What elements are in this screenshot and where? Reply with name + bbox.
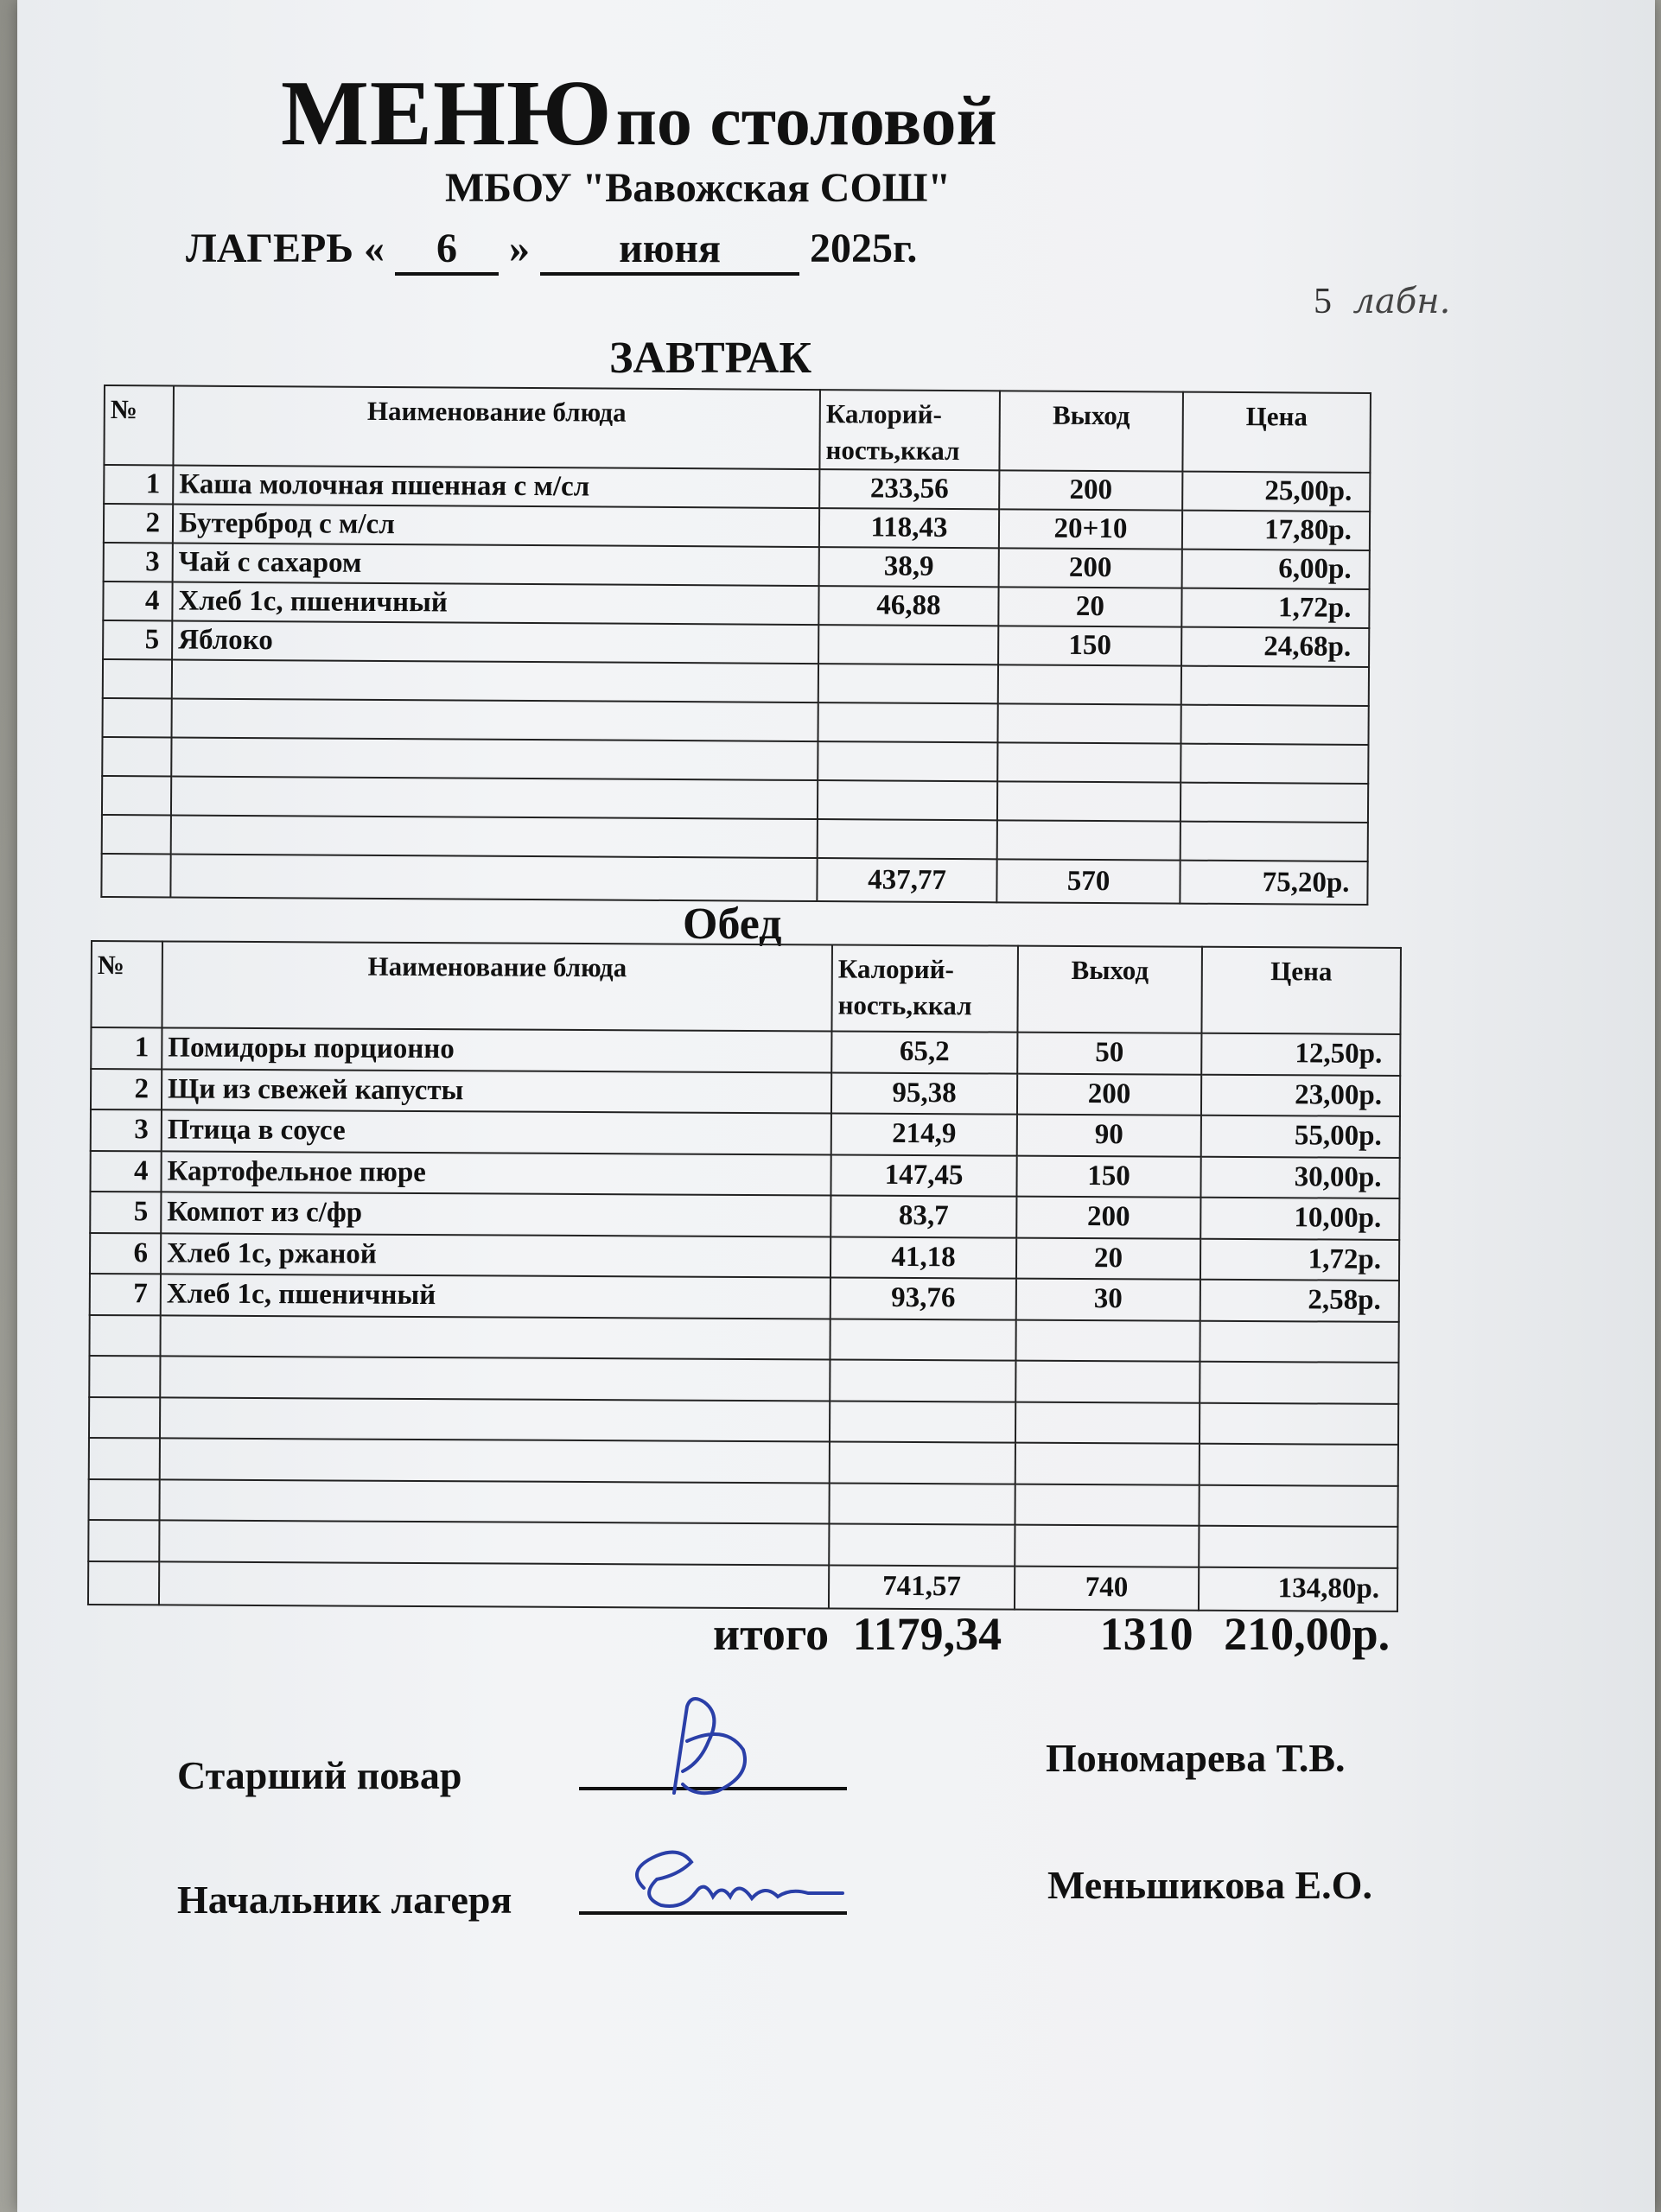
dish-calories	[818, 625, 998, 664]
dish-name: Помидоры порционно	[162, 1027, 831, 1072]
row-number: 4	[90, 1151, 161, 1192]
dish-yield: 200	[999, 548, 1182, 588]
empty-cell	[172, 698, 818, 741]
empty-cell	[102, 815, 171, 854]
empty-cell	[1200, 1402, 1398, 1445]
page-title	[281, 60, 1128, 168]
hand-number: 5	[1314, 282, 1332, 321]
empty-cell	[997, 781, 1181, 821]
total-calories: 437,77	[817, 858, 996, 902]
empty-cell	[160, 1356, 830, 1401]
date-line	[186, 225, 917, 276]
empty-cell	[88, 1478, 159, 1520]
empty-cell	[1181, 705, 1368, 745]
empty-cell	[159, 1520, 829, 1565]
dish-name: Щи из свежей капусты	[162, 1069, 831, 1114]
signature-chef-scribble	[622, 1689, 795, 1802]
empty-cell	[997, 703, 1181, 743]
total-yield: 740	[1015, 1566, 1199, 1610]
dish-calories: 147,45	[830, 1154, 1016, 1197]
dish-calories: 65,2	[831, 1031, 1017, 1073]
empty-row	[89, 1396, 1398, 1444]
empty-cell	[89, 1438, 160, 1479]
row-number: 2	[91, 1069, 162, 1110]
empty-cell	[102, 737, 171, 776]
dish-calories: 233,56	[819, 469, 999, 509]
grand-total-label: итого	[713, 1608, 830, 1660]
empty-cell	[997, 820, 1181, 860]
camp-label: ЛАГЕРЬ «	[186, 226, 385, 271]
empty-cell	[998, 664, 1181, 704]
dish-calories: 41,18	[830, 1236, 1016, 1279]
dish-calories: 93,76	[830, 1277, 1016, 1319]
hand-note-text: лабн.	[1352, 282, 1451, 321]
row-number: 3	[104, 543, 173, 582]
total-row	[101, 854, 1367, 905]
empty-cell	[171, 815, 818, 858]
dish-price: 1,72р.	[1200, 1238, 1399, 1281]
empty-cell	[818, 702, 997, 742]
dish-yield: 150	[998, 626, 1181, 665]
dish-calories: 46,88	[818, 586, 998, 626]
empty-cell	[103, 659, 172, 698]
school-name: МБОУ "Вавожская СОШ"	[445, 165, 951, 211]
dish-yield: 50	[1017, 1033, 1201, 1075]
handwritten-note	[1314, 281, 1450, 322]
empty-cell	[1015, 1402, 1200, 1444]
col-dish-name: Наименование блюда	[162, 941, 832, 1031]
dish-calories: 95,38	[831, 1072, 1017, 1115]
table-row	[90, 1233, 1399, 1281]
col-calories: Калорий-ность,ккал	[819, 390, 1000, 470]
empty-cell	[818, 664, 998, 703]
grand-total-price: 210,00р.	[1224, 1608, 1391, 1660]
dish-name: Хлеб 1с, ржаной	[161, 1233, 830, 1278]
grand-total	[713, 1607, 1390, 1661]
dish-yield: 20	[1016, 1237, 1200, 1280]
row-number: 1	[104, 465, 173, 504]
empty-cell	[830, 1319, 1015, 1361]
empty-cell	[1200, 1320, 1398, 1363]
dish-price: 6,00р.	[1182, 550, 1370, 589]
dish-name: Картофельное пюре	[161, 1151, 830, 1196]
empty-cell	[1199, 1526, 1397, 1568]
dish-yield: 200	[1017, 1073, 1201, 1116]
total-number-cell	[101, 854, 170, 897]
dish-yield: 20	[998, 587, 1181, 626]
table-row	[90, 1151, 1399, 1198]
title-main: МЕНЮ	[281, 62, 613, 165]
empty-cell	[160, 1438, 830, 1483]
col-price: Цена	[1182, 392, 1371, 473]
empty-cell	[89, 1356, 160, 1397]
date-year: 2025г.	[810, 226, 918, 271]
empty-row	[88, 1478, 1397, 1526]
total-calories: 741,57	[829, 1565, 1015, 1609]
empty-row	[89, 1438, 1398, 1485]
lunch-table	[87, 940, 1402, 1611]
empty-cell	[89, 1314, 160, 1356]
table-row	[90, 1274, 1399, 1321]
date-day: 6	[395, 225, 499, 276]
dish-calories: 214,9	[831, 1113, 1017, 1155]
empty-cell	[818, 819, 997, 859]
total-name-cell	[159, 1561, 829, 1608]
total-number-cell	[88, 1560, 159, 1604]
empty-cell	[171, 776, 818, 819]
empty-cell	[997, 742, 1181, 782]
lunch-title: Обед	[683, 899, 782, 949]
grand-total-kcal: 1179,34	[852, 1608, 1002, 1660]
breakfast-table	[100, 385, 1371, 906]
dish-price: 55,00р.	[1201, 1116, 1400, 1158]
dish-price: 2,58р.	[1200, 1280, 1399, 1322]
dish-yield: 20+10	[999, 509, 1182, 549]
col-number: №	[104, 385, 174, 465]
title-sub: по столовой	[615, 81, 997, 160]
total-row	[88, 1560, 1397, 1611]
empty-cell	[1015, 1443, 1200, 1485]
col-yield: Выход	[1017, 946, 1202, 1033]
empty-cell	[160, 1315, 830, 1360]
empty-cell	[818, 780, 997, 820]
dish-price: 24,68р.	[1181, 627, 1369, 667]
row-number: 3	[91, 1109, 162, 1151]
table-row	[91, 1109, 1400, 1157]
empty-cell	[103, 698, 172, 737]
grand-total-yield: 1310	[1099, 1608, 1193, 1660]
empty-cell	[1015, 1319, 1200, 1362]
total-price: 75,20р.	[1180, 861, 1367, 905]
empty-row	[89, 1314, 1398, 1362]
date-quote: »	[509, 226, 531, 271]
col-calories: Калорий-ность,ккал	[831, 944, 1018, 1032]
dish-price: 17,80р.	[1182, 511, 1370, 550]
row-number: 5	[90, 1192, 161, 1233]
empty-cell	[171, 737, 818, 780]
empty-cell	[89, 1396, 160, 1438]
dish-name: Каша молочная пшенная с м/сл	[173, 465, 819, 508]
dish-name: Чай с сахаром	[173, 543, 819, 586]
empty-row	[89, 1356, 1398, 1403]
row-number: 7	[90, 1274, 161, 1315]
total-yield: 570	[996, 859, 1180, 903]
empty-cell	[829, 1483, 1015, 1525]
breakfast-title: ЗАВТРАК	[609, 334, 812, 383]
empty-cell	[1181, 666, 1369, 706]
empty-cell	[1015, 1361, 1200, 1403]
empty-cell	[830, 1359, 1015, 1402]
empty-cell	[160, 1397, 830, 1442]
dish-price: 1,72р.	[1181, 588, 1369, 628]
dish-price: 30,00р.	[1200, 1156, 1399, 1198]
empty-cell	[829, 1523, 1015, 1566]
total-name-cell	[170, 854, 817, 901]
table-row	[91, 1069, 1400, 1116]
empty-cell	[1015, 1484, 1199, 1526]
row-number: 2	[104, 504, 173, 543]
empty-cell	[1181, 783, 1368, 823]
dish-name: Бутерброд с м/сл	[173, 504, 819, 547]
dish-name: Хлеб 1с, пшеничный	[161, 1274, 830, 1319]
empty-cell	[102, 776, 171, 815]
total-price: 134,80р.	[1199, 1567, 1397, 1611]
signature-role-chef: Старший повар	[177, 1753, 462, 1797]
dish-price: 23,00р.	[1201, 1074, 1400, 1116]
empty-cell	[172, 659, 818, 702]
dish-name: Компот из с/фр	[161, 1192, 830, 1236]
row-number: 5	[103, 620, 172, 659]
empty-cell	[1200, 1362, 1398, 1404]
col-number: №	[91, 941, 162, 1027]
empty-cell	[818, 741, 997, 781]
signature-name-chef: Пономарева Т.В.	[1046, 1736, 1346, 1780]
dish-name: Яблоко	[172, 620, 818, 664]
empty-cell	[1181, 822, 1368, 861]
dish-yield: 200	[999, 470, 1182, 510]
empty-cell	[88, 1520, 159, 1561]
dish-yield: 200	[1016, 1197, 1200, 1239]
signature-role-camp-head: Начальник лагеря	[177, 1878, 512, 1922]
table-row	[91, 1027, 1400, 1075]
dish-price: 12,50р.	[1201, 1033, 1400, 1076]
signature-camp-head-scribble	[609, 1836, 851, 1923]
table-header-row	[104, 385, 1371, 473]
dish-calories: 38,9	[819, 547, 999, 587]
signature-name-camp-head: Меньшикова Е.О.	[1047, 1863, 1372, 1907]
empty-cell	[1181, 744, 1368, 784]
row-number: 1	[91, 1027, 162, 1069]
dish-calories: 118,43	[819, 508, 999, 548]
dish-price: 10,00р.	[1200, 1198, 1399, 1240]
empty-cell	[830, 1401, 1015, 1443]
table-row	[90, 1192, 1399, 1239]
date-month: июня	[540, 225, 799, 276]
empty-cell	[159, 1479, 829, 1524]
table-header-row	[91, 941, 1401, 1034]
dish-yield: 90	[1017, 1115, 1201, 1157]
menu-sheet	[17, 0, 1655, 2212]
empty-cell	[1015, 1525, 1199, 1567]
empty-row	[88, 1520, 1397, 1567]
dish-name: Хлеб 1с, пшеничный	[172, 582, 818, 625]
empty-cell	[830, 1441, 1015, 1484]
dish-yield: 30	[1016, 1279, 1200, 1321]
empty-cell	[1200, 1444, 1398, 1486]
col-yield: Выход	[999, 391, 1183, 471]
empty-cell	[1199, 1484, 1397, 1527]
col-price: Цена	[1201, 947, 1401, 1034]
row-number: 4	[103, 582, 172, 620]
dish-yield: 150	[1016, 1155, 1200, 1198]
dish-calories: 83,7	[830, 1195, 1016, 1237]
col-dish-name: Наименование блюда	[173, 385, 820, 469]
dish-price: 25,00р.	[1182, 472, 1370, 512]
row-number: 6	[90, 1233, 161, 1274]
dish-name: Птица в соусе	[162, 1109, 831, 1154]
